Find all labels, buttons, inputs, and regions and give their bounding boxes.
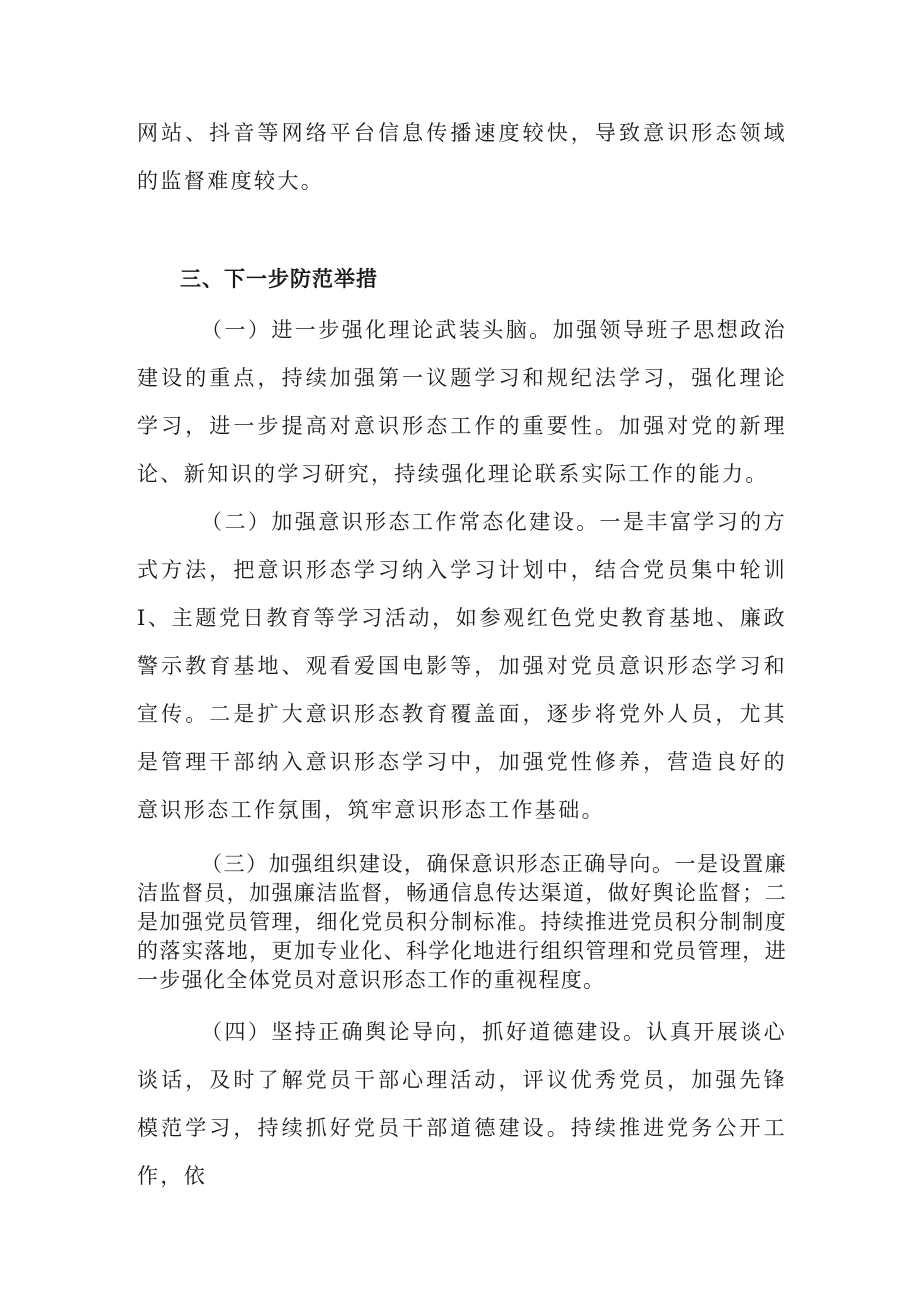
paragraph-4: （四）坚持正确舆论导向，抓好道德建设。认真开展谈心谈话，及时了解党员干部心理活动，评议优秀党员，加强先锋模范学习，持续抓好党员干部道德建设。持续推进党务公开工作，依 (137, 1020, 787, 1188)
paragraph-1: （一）进一步强化理论武装头脑。加强领导班子思想政治建设的重点，持续加强第一议题学习和规纪法学习，强化理论学习，进一步提高对意识形态工作的重要性。加强对党的新理论、新知识的学习研究，持续强化理论联系实际工作的能力。 (137, 318, 787, 486)
continuation-paragraph: 网站、抖音等网络平台信息传播速度较快，导致意识形态领域的监督难度较大。 (137, 121, 787, 193)
paragraph-2: （二）加强意识形态工作常态化建设。一是丰富学习的方式方法，把意识形态学习纳入学习计划中，结合党员集中轮训Ⅰ、主题党日教育等学习活动，如参观红色党史教育基地、廉政警示教育基地、观看爱国电影等，加强对党员意识形态学习和宣传。二是扩大意识形态教育覆盖面，逐步将党外人员，尤其是管理干部纳入意识形态学习中，加强党性修养，营造良好的意识形态工作氛围，筑牢意识形态工作基础。 (137, 510, 787, 822)
paragraph-3: （三）加强组织建设，确保意识形态正确导向。一是设置廉洁监督员，加强廉洁监督，畅通信息传达渠道，做好舆论监督；二是加强党员管理，细化党员积分制标准。持续推进党员积分制制度的落实落地，更加专业化、科学化地进行组织管理和党员管理，进一步强化全体党员对意识形态工作的重视程度。 (137, 852, 787, 992)
section-heading: 三、下一步防范举措 (180, 267, 378, 291)
